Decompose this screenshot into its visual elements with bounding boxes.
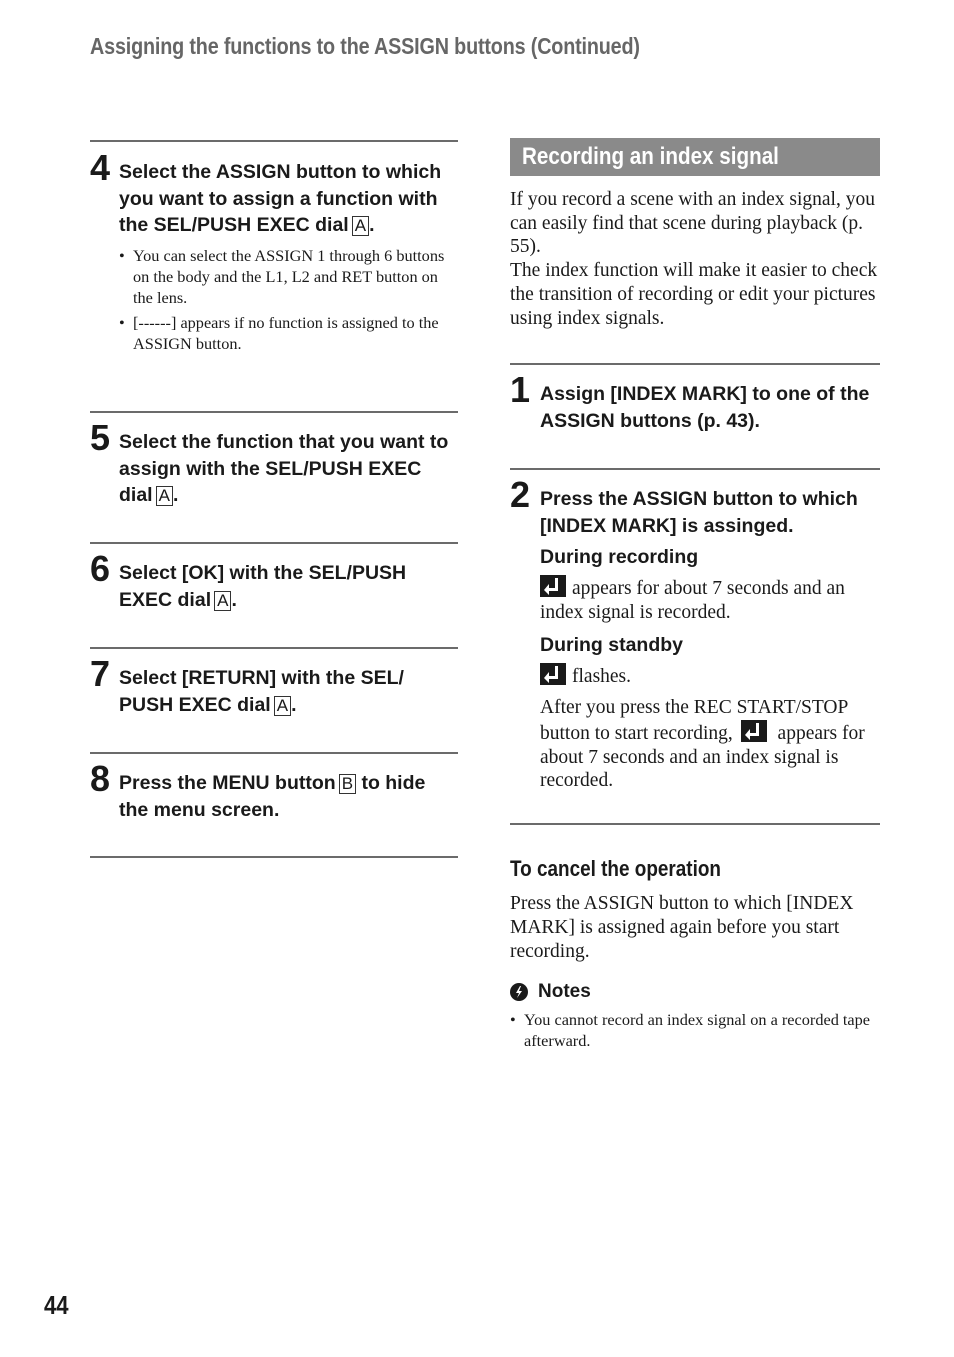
step-6 bbox=[90, 542, 458, 647]
step-suffix: . bbox=[369, 214, 375, 236]
step-title bbox=[119, 544, 458, 613]
during-recording-text bbox=[540, 575, 880, 624]
step-text: Select the ASSIGN button to which you want to assign a function with the SEL/PUSH EXEC dial bbox=[119, 161, 442, 236]
bullet-item: • You can select the ASSIGN 1 through 6 buttons on the body and the L1, L2 and RET button on the lens. bbox=[119, 245, 458, 308]
step-title bbox=[119, 413, 458, 509]
after-text-part2: appears for about 7 seconds and an index signal is recorded. bbox=[540, 723, 865, 792]
during-standby-value: flashes. bbox=[572, 665, 632, 687]
step-title bbox=[119, 754, 458, 823]
cancel-text: Press the ASSIGN button to which [INDEX MARK] is assigned again before you start recording. bbox=[510, 893, 854, 962]
step-title: Press the ASSIGN button to which [INDEX MARK] is assinged. bbox=[540, 488, 858, 537]
key-label: A bbox=[274, 696, 291, 716]
step-bullets bbox=[119, 245, 458, 354]
step-8 bbox=[90, 752, 458, 858]
step-suffix: . bbox=[231, 588, 237, 611]
step-5 bbox=[90, 411, 458, 542]
step-text: Press the MENU button bbox=[119, 772, 336, 794]
step-title: Assign [INDEX MARK] to one of the ASSIGN buttons (p. 43). bbox=[540, 383, 870, 432]
step-number: 4 bbox=[90, 147, 110, 188]
during-standby-text bbox=[540, 663, 880, 689]
notes-icon bbox=[510, 983, 528, 1001]
right-step-2 bbox=[510, 468, 880, 823]
note-item: • You cannot record an index signal on a recorded tape afterward. bbox=[510, 1009, 880, 1051]
during-recording-heading: During recording bbox=[540, 546, 699, 569]
section-title-text: Recording an index signal bbox=[522, 143, 779, 170]
during-recording-value: appears for about 7 seconds and an index signal is recorded. bbox=[540, 578, 845, 623]
cancel-heading: To cancel the operation bbox=[510, 856, 721, 882]
step-title bbox=[119, 142, 458, 239]
bullet-item: • [------] appears if no function is assigned to the ASSIGN button. bbox=[119, 312, 458, 354]
step-7 bbox=[90, 647, 458, 752]
section-title bbox=[510, 138, 880, 176]
after-record-text bbox=[540, 696, 880, 793]
during-standby-heading: During standby bbox=[540, 633, 684, 656]
key-label: A bbox=[352, 216, 369, 236]
step-text-after: to hide the menu screen. bbox=[119, 772, 426, 821]
left-column bbox=[90, 140, 458, 858]
step-title bbox=[119, 649, 458, 718]
step-suffix: . bbox=[291, 693, 297, 716]
notes-title: Notes bbox=[538, 981, 591, 1003]
key-label: B bbox=[339, 774, 356, 794]
page-number: 44 bbox=[44, 1290, 69, 1320]
intro-paragraph: The index function will make it easier to check the transition of recording or edit your pictures using index signals. bbox=[510, 260, 878, 329]
step-text: Select the function that you want to assign with the SEL/PUSH EXEC dial bbox=[119, 431, 449, 506]
step-number: 6 bbox=[90, 548, 110, 589]
after-text-part1: After you press the REC START/STOP button to start recording, bbox=[540, 697, 848, 745]
step-text: Select [RETURN] with the SEL/ PUSH EXEC dial bbox=[119, 667, 404, 716]
notes-list bbox=[510, 1009, 880, 1051]
step-4 bbox=[90, 140, 458, 411]
right-column bbox=[510, 138, 880, 1051]
intro-paragraph: If you record a scene with an index signal, you can easily find that scene during playback (p. 55). bbox=[510, 189, 875, 258]
index-mark-icon bbox=[540, 663, 566, 685]
step-number: 8 bbox=[90, 758, 110, 799]
page-header: Assigning the functions to the ASSIGN buttons (Continued) bbox=[90, 33, 640, 59]
index-mark-icon bbox=[540, 575, 566, 597]
divider bbox=[510, 823, 880, 825]
step-number: 2 bbox=[510, 474, 530, 516]
key-label: A bbox=[156, 486, 173, 506]
right-step-1 bbox=[510, 363, 880, 468]
step-suffix: . bbox=[172, 484, 179, 506]
index-mark-icon bbox=[741, 720, 767, 742]
step-number: 7 bbox=[90, 653, 110, 694]
step-number: 5 bbox=[90, 417, 110, 458]
step-number: 1 bbox=[510, 369, 530, 411]
key-label: A bbox=[214, 591, 231, 611]
step-text: Select [OK] with the SEL/PUSH EXEC dial bbox=[119, 562, 407, 611]
notes-header bbox=[510, 981, 880, 1003]
